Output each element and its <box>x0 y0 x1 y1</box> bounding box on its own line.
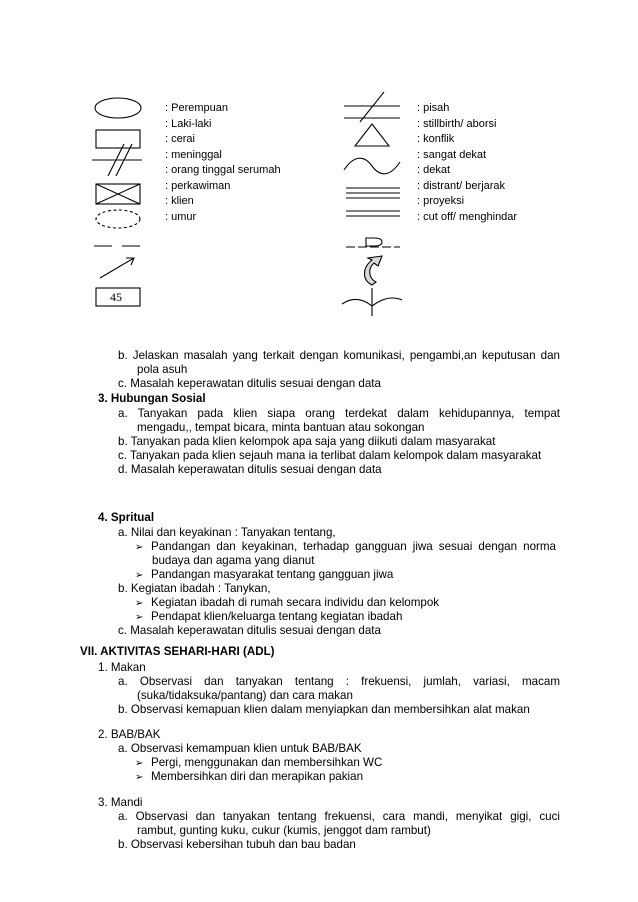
bullet-item <box>135 596 439 611</box>
legend-item: : dekat <box>417 164 451 176</box>
legend-item: : orang tinggal serumah <box>165 164 281 176</box>
bullet-item <box>135 610 402 625</box>
bullet-arrow-icon: ➢ <box>135 758 144 769</box>
list-item: a. Observasi dan tanyakan tentang : frekuensi, jumlah, variasi, macam <box>118 675 560 688</box>
list-item: budaya dan agama yang dianut <box>152 554 315 567</box>
legend-item: : distrant/ berjarak <box>417 179 506 192</box>
legend-left <box>165 101 281 225</box>
genogram-symbols <box>0 0 638 320</box>
list-item: c. Masalah keperawatan ditulis sesuai dengan data <box>118 624 381 637</box>
list-item: a. Tanyakan pada klien siapa orang terdekat dalam kehidupannya, tempat <box>118 407 560 420</box>
list-item: c. Masalah keperawatan ditulis sesuai dengan data <box>118 377 381 390</box>
list-item: a. Nilai dan keyakinan : Tanyakan tentang, <box>118 526 336 539</box>
bullet-text: Pergi, menggunakan dan membersihkan WC <box>151 756 383 769</box>
split-line-icon <box>342 288 402 316</box>
triangle-icon <box>344 118 400 146</box>
curl-arrow-icon <box>365 256 383 285</box>
list-item: 3. Mandi <box>98 796 143 809</box>
list-item: b. Observasi kebersihan tubuh dan bau badan <box>118 838 356 851</box>
crossed-box-icon <box>96 184 140 204</box>
legend-item: : stillbirth/ aborsi <box>417 117 497 130</box>
list-item: rambut, gunting kuku, cukur (kumis, jenggot dam rambut) <box>137 824 431 837</box>
list-item: b. Kegiatan ibadah : Tanykan, <box>118 582 271 595</box>
dashed-d-line-icon <box>346 238 400 247</box>
bullet-item <box>135 540 560 555</box>
legend-item: : pisah <box>417 102 450 114</box>
bullet-item <box>135 756 382 771</box>
legend-item: : perkawiman <box>165 179 231 192</box>
list-item: a. Observasi kemampuan klien untuk BAB/BAK <box>118 742 362 755</box>
list-item: (suka/tidaksuka/pantang) dan cara makan <box>137 689 353 702</box>
bullet-text: Pendapat klien/keluarga tentang kegiatan ibadah <box>151 610 403 623</box>
list-item: pola asuh <box>137 363 188 376</box>
legend-item: : konflik <box>417 133 455 145</box>
list-item: b. Observasi kemapuan klien dalam menyiapkan dan membersihkan alat makan <box>118 703 530 716</box>
legend-item: : proyeksi <box>417 195 465 207</box>
legend-item: : umur <box>165 210 197 223</box>
legend-item: : sangat dekat <box>417 148 487 161</box>
ellipse-icon <box>95 98 141 118</box>
wave-icon <box>344 158 400 174</box>
rectangle-icon <box>96 130 140 148</box>
list-item: b. Jelaskan masalah yang terkait dengan komunikasi, pengambi,an keputusan dan <box>118 349 560 362</box>
bullet-text: Pandangan masyarakat tentang gangguan jiwa <box>151 568 394 581</box>
section-heading: 4. Spritual <box>98 511 155 524</box>
age-value: 45 <box>110 290 122 304</box>
legend-item: : meninggal <box>165 148 222 161</box>
double-slash-icon <box>92 144 142 176</box>
double-line-icon <box>346 211 400 216</box>
legend-right <box>417 101 517 225</box>
bullet-arrow-icon: ➢ <box>135 542 144 553</box>
legend-item: : cerai <box>165 133 195 145</box>
bullet-arrow-icon: ➢ <box>135 772 144 783</box>
bullet-item <box>135 568 393 583</box>
bullet-arrow-icon: ➢ <box>135 598 144 609</box>
list-item: 1. Makan <box>98 661 146 674</box>
list-item: b. Tanyakan pada klien kelompok apa saja yang diikuti dalam masyarakat <box>118 435 496 448</box>
list-item: mengadu,, tempat bicara, minta bantuan atau sokongan <box>137 421 425 434</box>
legend-item: : cut off/ menghindar <box>417 210 518 223</box>
dashed-ellipse-icon <box>96 210 140 228</box>
section-heading: 3. Hubungan Sosial <box>98 392 206 405</box>
legend-item: : klien <box>165 195 194 207</box>
triple-line-icon <box>346 188 400 198</box>
bullet-arrow-icon: ➢ <box>135 570 144 581</box>
legend-item: : Perempuan <box>165 102 228 114</box>
bullet-arrow-icon: ➢ <box>135 612 144 623</box>
bullet-text: Membersihkan diri dan merapikan pakian <box>151 770 364 783</box>
list-item: c. Tanyakan pada klien sejauh mana ia terlibat dalam kelompok dalam masyarakat <box>118 449 542 462</box>
list-item: 2. BAB/BAK <box>98 728 161 741</box>
list-item: d. Masalah keperawatan ditulis sesuai dengan data <box>118 463 382 476</box>
bullet-text: Pandangan dan keyakinan, terhadap gangguan jiwa sesuai dengan norma <box>151 540 556 553</box>
list-item: a. Observasi dan tanyakan tentang frekuensi, cara mandi, menyikat gigi, cuci <box>118 810 560 823</box>
arrow-icon <box>100 258 134 278</box>
legend-item: : Laki-laki <box>165 117 212 130</box>
bullet-item <box>135 770 363 785</box>
chapter-heading: VII. AKTIVITAS SEHARI-HARI (ADL) <box>80 645 275 658</box>
bullet-text: Kegiatan ibadah di rumah secara individu dan kelompok <box>151 596 440 609</box>
